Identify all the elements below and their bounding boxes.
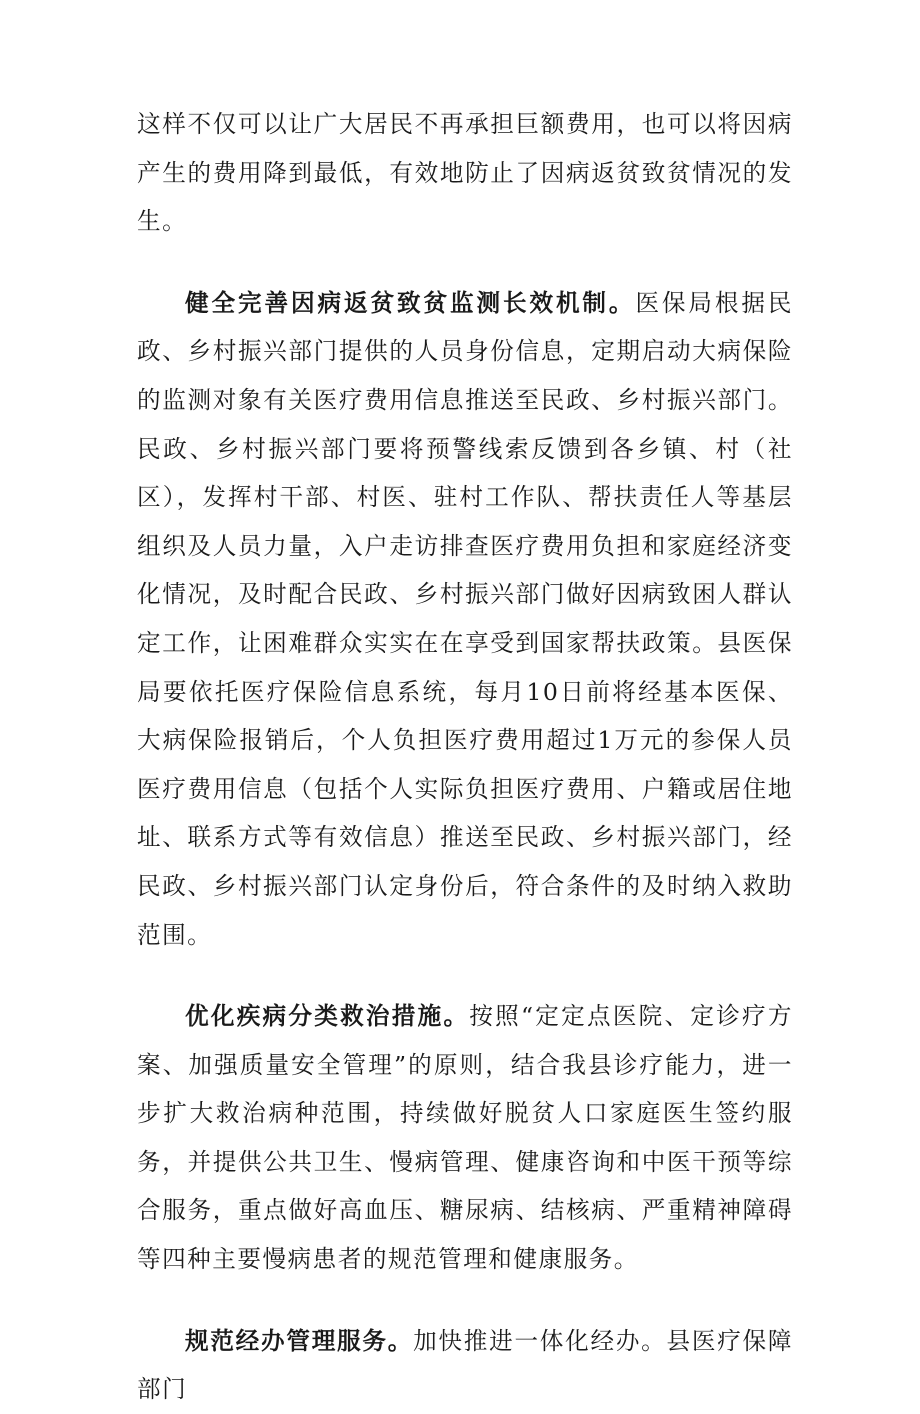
document-page (137, 100, 793, 1414)
paragraph-treatment-measures (137, 992, 793, 1284)
paragraph-monitoring-mechanism (137, 279, 793, 959)
paragraph-body: 医保局根据民政、乡村振兴部门提供的人员身份信息，定期启动大病保险的监测对象有关医疗费用信息推送至民政、乡村振兴部门。民政、乡村振兴部门要将预警线索反馈到各乡镇、村（社区），发挥村干部、村医、驻村工作队、帮扶责任人等基层组织及人员力量，入户走访排查医疗费用负担和家庭经济变化情况，及时配合民政、乡村振兴部门做好因病致困人群认定工作，让困难群众实实在在享受到国家帮扶政策。县医保局要依托医疗保险信息系统，每月10日前将经基本医保、大病保险报销后，个人负担医疗费用超过1万元的参保人员医疗费用信息（包括个人实际负担医疗费用、户籍或居住地址、联系方式等有效信息）推送至民政、乡村振兴部门，经民政、乡村振兴部门认定身份后，符合条件的及时纳入救助范围。 (137, 288, 794, 949)
paragraph-body: 这样不仅可以让广大居民不再承担巨额费用，也可以将因病产生的费用降到最低，有效地防止了因病返贫致贫情况的发生。 (137, 110, 793, 236)
paragraph-continuation (137, 100, 793, 246)
paragraph-heading: 健全完善因病返贫致贫监测长效机制。 (185, 288, 636, 317)
paragraph-body: 按照“定定点医院、定诊疗方案、加强质量安全管理”的原则，结合我县诊疗能力，进一步扩大救治病种范围，持续做好脱贫人口家庭医生签约服务，并提供公共卫生、慢病管理、健康咨询和中医干预等综合服务，重点做好高血压、糖尿病、结核病、严重精神障碍等四种主要慢病患者的规范管理和健康服务。 (137, 1002, 793, 1274)
paragraph-body: 加快推进一体化经办。县医疗保障部门 (137, 1326, 793, 1404)
paragraph-heading: 优化疾病分类救治措施。 (185, 1002, 470, 1031)
paragraph-heading: 规范经办管理服务。 (185, 1326, 414, 1355)
paragraph-management-services (137, 1317, 793, 1414)
